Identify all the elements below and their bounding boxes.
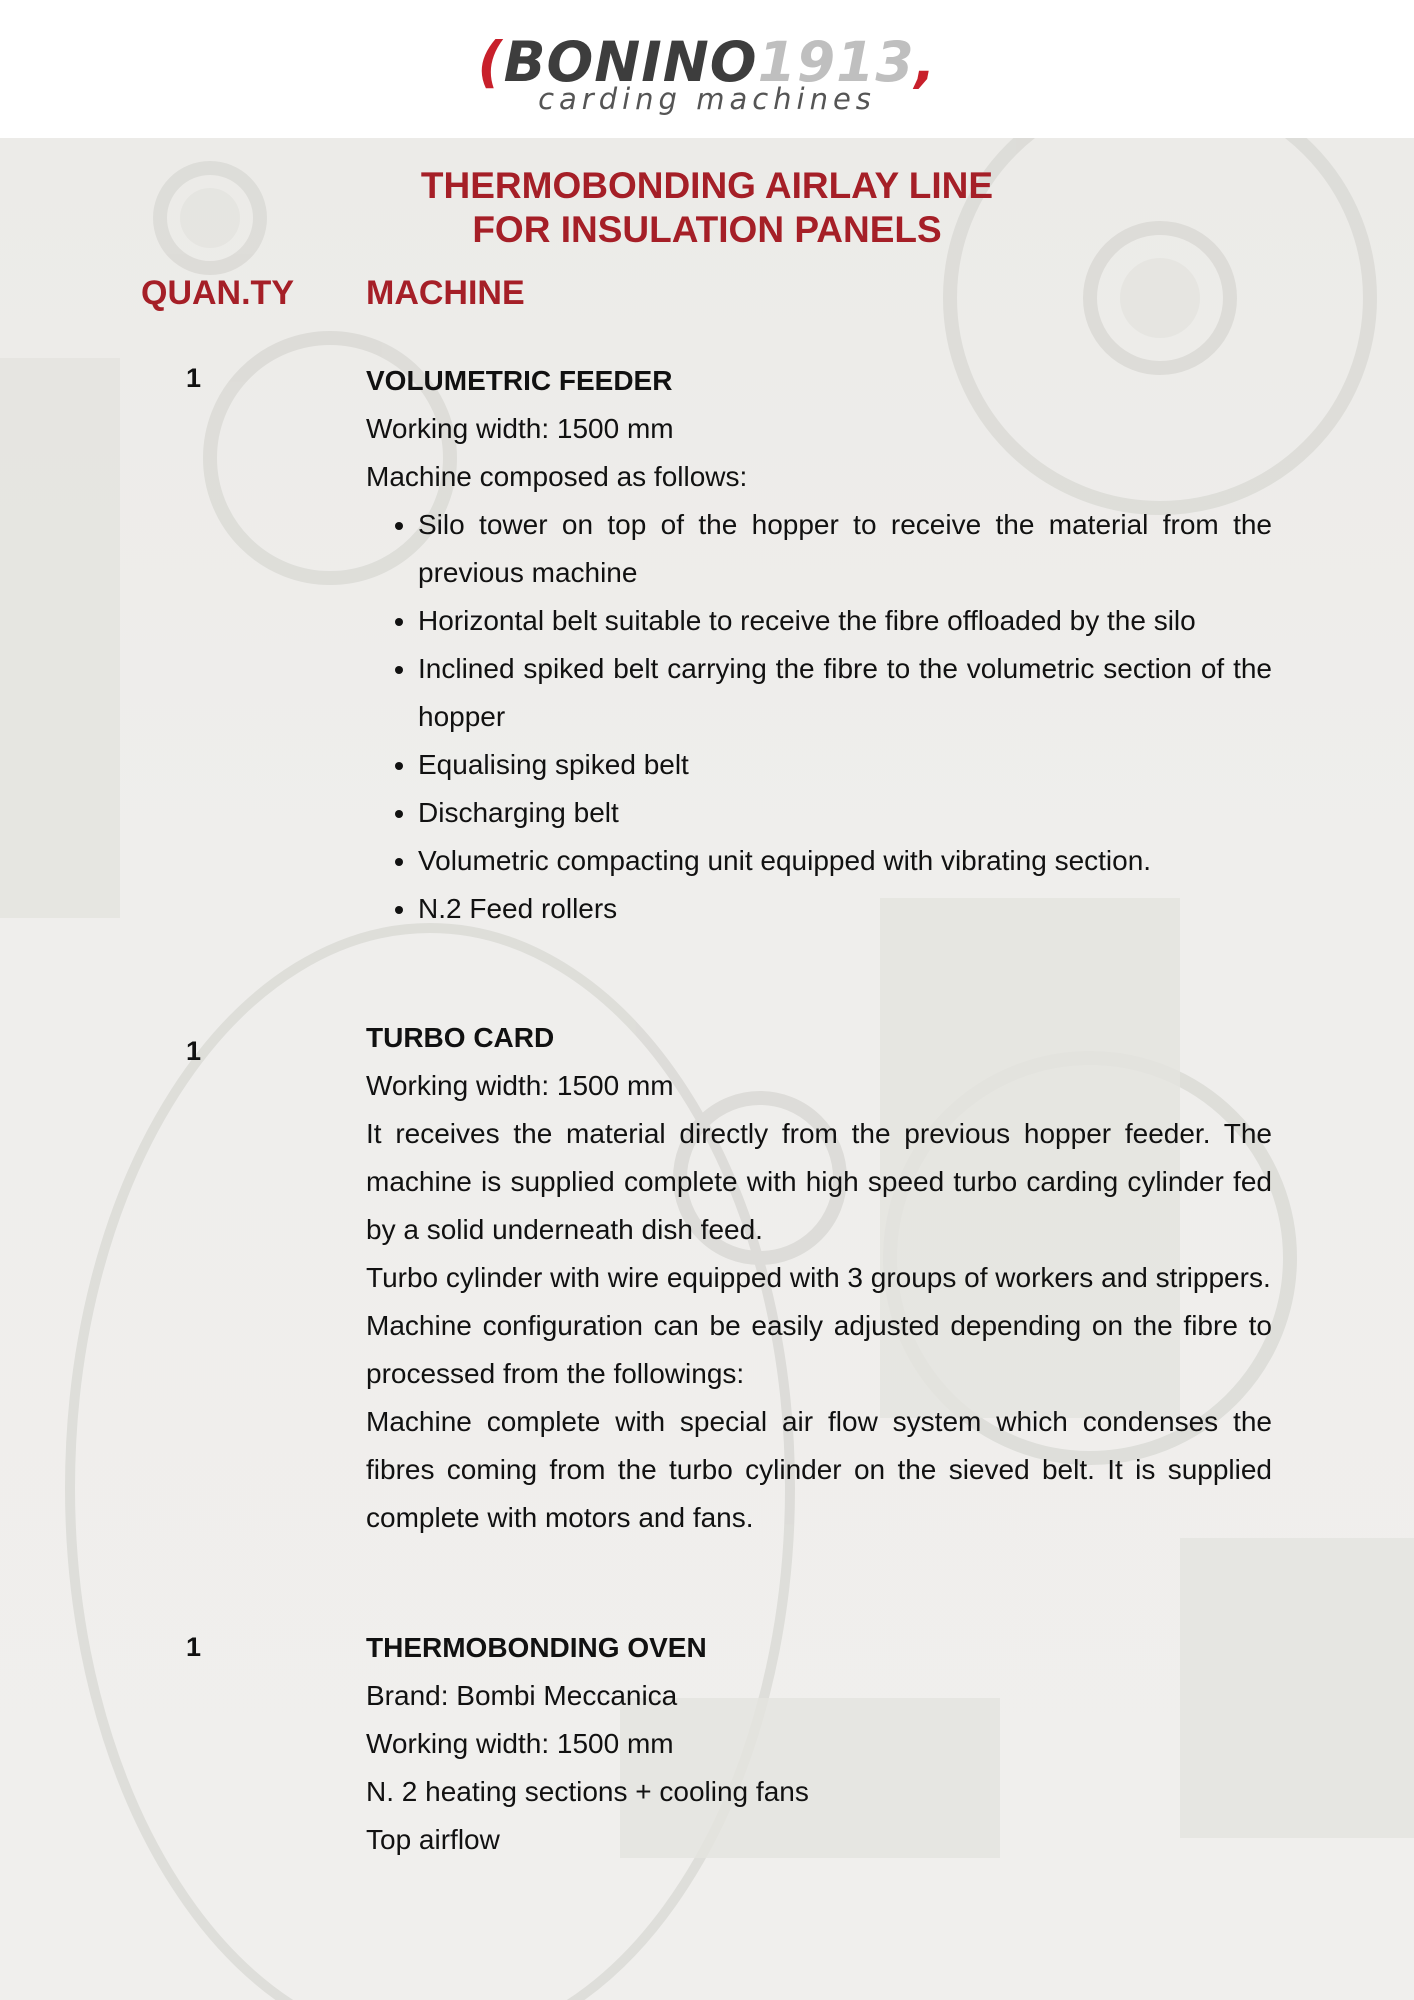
column-header-machine: MACHINE (366, 274, 525, 312)
list-item: • Horizontal belt suitable to receive the fibre offloaded by the silo (418, 597, 1272, 645)
machine-spec: Machine composed as follows: (366, 461, 748, 492)
logo-quote-close: , (914, 30, 937, 94)
machine-entry-turbo-card (366, 1014, 1272, 1542)
logo-year: 1913 (757, 30, 915, 94)
machine-spec: N. 2 heating sections + cooling fans (366, 1776, 809, 1807)
machine-name: TURBO CARD (366, 1022, 555, 1053)
machine-spec: Working width: 1500 mm (366, 1070, 674, 1101)
list-item: • Inclined spiked belt carrying the fibre to the volumetric section of the hopper (418, 645, 1272, 741)
title-line-2: FOR INSULATION PANELS (472, 209, 942, 250)
title-line-1: THERMOBONDING AIRLAY LINE (420, 165, 994, 206)
list-item: • Silo tower on top of the hopper to receive the material from the previous machine (418, 501, 1272, 597)
logo-subtitle: carding machines (538, 82, 876, 116)
list-item: • Equalising spiked belt (418, 741, 1272, 789)
machine-name: VOLUMETRIC FEEDER (366, 365, 673, 396)
company-logo (0, 30, 1414, 124)
list-item: • Discharging belt (418, 789, 1272, 837)
machine-entry-volumetric-feeder (366, 357, 1272, 933)
document-title (0, 164, 1414, 252)
logo-quote-open: ( (477, 30, 504, 94)
machine-description: It receives the material directly from the previous hopper feeder. The machine is supplied complete with high speed turbo carding cylinder fed by a solid underneath dish feed. (366, 1118, 1272, 1245)
machine-quantity: 1 (186, 1632, 202, 1662)
machine-quantity: 1 (186, 363, 202, 393)
logo-brand: BONINO (503, 30, 758, 94)
page-header (0, 0, 1414, 138)
component-list (366, 501, 1272, 933)
machine-entry-thermobonding-oven (366, 1624, 1272, 1864)
machine-description: Turbo cylinder with wire equipped with 3 groups of workers and strippers. (366, 1262, 1271, 1293)
machine-spec: Working width: 1500 mm (366, 1728, 674, 1759)
machine-spec: Working width: 1500 mm (366, 413, 674, 444)
machine-description: Machine complete with special air flow system which condenses the fibres coming from the turbo cylinder on the sieved belt. It is supplied complete with motors and fans. (366, 1406, 1272, 1533)
column-header-quantity: QUAN.TY (141, 274, 294, 312)
list-item: • N.2 Feed rollers (418, 885, 1272, 933)
machine-name: THERMOBONDING OVEN (366, 1632, 707, 1663)
machine-description: Machine configuration can be easily adjusted depending on the fibre to processed from the followings: (366, 1310, 1272, 1389)
list-item: • Volumetric compacting unit equipped with vibrating section. (418, 837, 1272, 885)
machine-spec: Brand: Bombi Meccanica (366, 1680, 678, 1711)
machine-spec: Top airflow (366, 1824, 500, 1855)
machine-quantity: 1 (186, 1036, 202, 1066)
